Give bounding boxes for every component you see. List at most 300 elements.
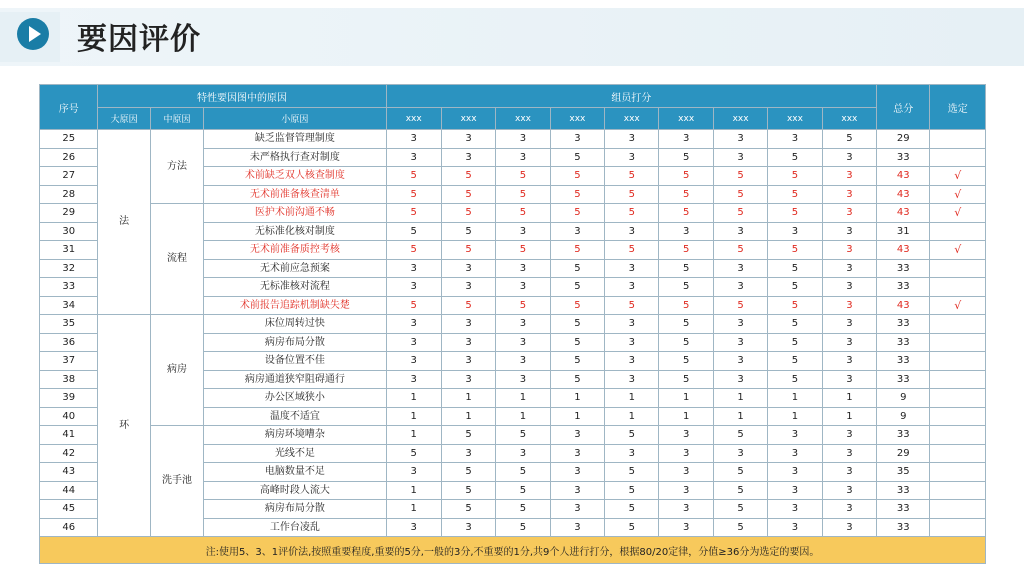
score-cell: 3 xyxy=(822,204,876,223)
small-cause-cell: 无标准核对流程 xyxy=(204,278,386,297)
header-scores: 组员打分 xyxy=(386,85,877,108)
score-cell: 3 xyxy=(822,167,876,186)
header-seq: 序号 xyxy=(40,85,98,130)
score-cell: 3 xyxy=(441,315,495,334)
total-cell: 43 xyxy=(877,204,930,223)
score-cell: 5 xyxy=(496,463,550,482)
score-cell: 3 xyxy=(713,333,767,352)
score-cell: 1 xyxy=(386,407,441,426)
score-cell: 3 xyxy=(496,130,550,149)
selected-mark: √ xyxy=(930,241,986,260)
score-cell: 3 xyxy=(386,259,441,278)
row-number: 34 xyxy=(40,296,98,315)
score-cell: 5 xyxy=(659,204,713,223)
score-cell: 5 xyxy=(605,463,659,482)
score-cell: 3 xyxy=(550,444,604,463)
score-cell: 3 xyxy=(441,148,495,167)
score-cell: 1 xyxy=(386,500,441,519)
mid-cause-cell: 流程 xyxy=(150,204,203,315)
score-cell: 5 xyxy=(550,333,604,352)
score-cell: 5 xyxy=(713,167,767,186)
score-cell: 5 xyxy=(441,500,495,519)
score-cell: 3 xyxy=(768,463,822,482)
score-cell: 3 xyxy=(822,148,876,167)
selected-mark xyxy=(930,148,986,167)
score-cell: 3 xyxy=(605,370,659,389)
selected-mark xyxy=(930,444,986,463)
selected-mark xyxy=(930,333,986,352)
selected-mark xyxy=(930,259,986,278)
row-number: 40 xyxy=(40,407,98,426)
score-cell: 5 xyxy=(822,130,876,149)
small-cause-cell: 光线不足 xyxy=(204,444,386,463)
selected-mark xyxy=(930,389,986,408)
table-row xyxy=(40,130,986,149)
small-cause-cell: 电脑数量不足 xyxy=(204,463,386,482)
score-cell: 3 xyxy=(550,500,604,519)
score-cell: 5 xyxy=(605,481,659,500)
row-number: 39 xyxy=(40,389,98,408)
score-cell: 5 xyxy=(768,296,822,315)
small-cause-cell: 温度不适宜 xyxy=(204,407,386,426)
score-cell: 5 xyxy=(550,370,604,389)
score-cell: 5 xyxy=(441,167,495,186)
score-cell: 3 xyxy=(822,278,876,297)
score-cell: 5 xyxy=(386,167,441,186)
mid-cause-cell: 洗手池 xyxy=(150,426,203,537)
row-number: 33 xyxy=(40,278,98,297)
header-total: 总分 xyxy=(877,85,930,130)
score-cell: 3 xyxy=(768,444,822,463)
score-cell: 3 xyxy=(713,259,767,278)
selected-mark: √ xyxy=(930,167,986,186)
score-cell: 5 xyxy=(713,426,767,445)
total-cell: 43 xyxy=(877,185,930,204)
score-cell: 5 xyxy=(659,241,713,260)
score-cell: 5 xyxy=(713,296,767,315)
score-cell: 5 xyxy=(768,315,822,334)
score-cell: 5 xyxy=(550,185,604,204)
score-cell: 3 xyxy=(605,278,659,297)
score-cell: 5 xyxy=(713,518,767,537)
score-cell: 3 xyxy=(605,333,659,352)
selected-mark xyxy=(930,222,986,241)
score-cell: 3 xyxy=(550,518,604,537)
score-cell: 5 xyxy=(768,167,822,186)
score-cell: 5 xyxy=(605,426,659,445)
score-cell: 3 xyxy=(822,463,876,482)
total-cell: 29 xyxy=(877,444,930,463)
score-cell: 3 xyxy=(386,333,441,352)
score-cell: 3 xyxy=(659,463,713,482)
score-cell: 3 xyxy=(605,148,659,167)
score-cell: 3 xyxy=(386,315,441,334)
score-cell: 5 xyxy=(441,241,495,260)
header-big-cause: 大原因 xyxy=(98,108,150,130)
score-cell: 5 xyxy=(386,296,441,315)
score-cell: 1 xyxy=(386,426,441,445)
small-cause-cell: 病房布局分散 xyxy=(204,333,386,352)
score-cell: 5 xyxy=(605,167,659,186)
score-cell: 5 xyxy=(768,259,822,278)
score-cell: 3 xyxy=(822,296,876,315)
score-cell: 5 xyxy=(496,241,550,260)
score-cell: 3 xyxy=(496,444,550,463)
score-cell: 5 xyxy=(550,259,604,278)
small-cause-cell: 无术前准备核查清单 xyxy=(204,185,386,204)
total-cell: 43 xyxy=(877,241,930,260)
header-rater: xxx xyxy=(605,108,659,130)
score-cell: 5 xyxy=(659,333,713,352)
big-cause-cell: 法 xyxy=(98,130,150,315)
score-cell: 1 xyxy=(822,407,876,426)
row-number: 35 xyxy=(40,315,98,334)
score-cell: 1 xyxy=(713,407,767,426)
total-cell: 35 xyxy=(877,463,930,482)
score-cell: 5 xyxy=(496,167,550,186)
score-cell: 1 xyxy=(713,389,767,408)
score-cell: 3 xyxy=(659,481,713,500)
score-cell: 1 xyxy=(768,389,822,408)
score-cell: 3 xyxy=(822,370,876,389)
score-cell: 5 xyxy=(441,204,495,223)
score-cell: 5 xyxy=(550,278,604,297)
score-cell: 3 xyxy=(605,130,659,149)
score-cell: 5 xyxy=(713,500,767,519)
score-cell: 3 xyxy=(659,130,713,149)
score-cell: 3 xyxy=(713,130,767,149)
score-cell: 5 xyxy=(550,204,604,223)
score-cell: 3 xyxy=(386,130,441,149)
row-number: 27 xyxy=(40,167,98,186)
score-cell: 3 xyxy=(496,259,550,278)
score-cell: 3 xyxy=(441,518,495,537)
row-number: 29 xyxy=(40,204,98,223)
score-cell: 5 xyxy=(605,296,659,315)
score-cell: 3 xyxy=(659,500,713,519)
row-number: 44 xyxy=(40,481,98,500)
row-number: 25 xyxy=(40,130,98,149)
play-icon xyxy=(17,18,49,50)
score-cell: 5 xyxy=(496,296,550,315)
score-cell: 5 xyxy=(496,185,550,204)
small-cause-cell: 床位周转过快 xyxy=(204,315,386,334)
selected-mark xyxy=(930,518,986,537)
score-cell: 3 xyxy=(822,259,876,278)
score-cell: 5 xyxy=(496,426,550,445)
score-cell: 3 xyxy=(386,518,441,537)
big-cause-cell: 环 xyxy=(98,315,150,537)
small-cause-cell: 办公区域狭小 xyxy=(204,389,386,408)
selected-mark xyxy=(930,407,986,426)
score-cell: 3 xyxy=(496,315,550,334)
score-cell: 3 xyxy=(496,278,550,297)
score-cell: 3 xyxy=(768,222,822,241)
score-cell: 3 xyxy=(659,222,713,241)
score-cell: 5 xyxy=(713,481,767,500)
score-cell: 5 xyxy=(550,352,604,371)
total-cell: 33 xyxy=(877,426,930,445)
table-row xyxy=(40,315,986,334)
score-cell: 3 xyxy=(659,444,713,463)
score-cell: 1 xyxy=(386,389,441,408)
score-cell: 3 xyxy=(713,444,767,463)
score-cell: 3 xyxy=(768,130,822,149)
score-cell: 3 xyxy=(768,518,822,537)
header-mid-cause: 中原因 xyxy=(150,108,203,130)
score-cell: 1 xyxy=(550,389,604,408)
score-cell: 3 xyxy=(822,352,876,371)
evaluation-table xyxy=(39,84,986,564)
total-cell: 33 xyxy=(877,352,930,371)
score-cell: 5 xyxy=(659,352,713,371)
total-cell: 33 xyxy=(877,333,930,352)
score-cell: 1 xyxy=(605,407,659,426)
row-number: 41 xyxy=(40,426,98,445)
row-number: 32 xyxy=(40,259,98,278)
table-row xyxy=(40,204,986,223)
header-cause-group: 特性要因图中的原因 xyxy=(98,85,386,108)
selected-mark xyxy=(930,370,986,389)
score-cell: 3 xyxy=(496,352,550,371)
row-number: 30 xyxy=(40,222,98,241)
score-cell: 5 xyxy=(659,278,713,297)
score-cell: 5 xyxy=(605,204,659,223)
score-cell: 3 xyxy=(441,370,495,389)
selected-mark xyxy=(930,463,986,482)
header-rater: xxx xyxy=(441,108,495,130)
score-cell: 3 xyxy=(822,222,876,241)
score-cell: 5 xyxy=(441,222,495,241)
score-cell: 5 xyxy=(550,315,604,334)
header-selected: 选定 xyxy=(930,85,986,130)
score-cell: 3 xyxy=(713,278,767,297)
score-cell: 5 xyxy=(441,481,495,500)
score-cell: 3 xyxy=(605,259,659,278)
row-number: 36 xyxy=(40,333,98,352)
score-cell: 3 xyxy=(713,222,767,241)
score-cell: 5 xyxy=(713,463,767,482)
score-cell: 3 xyxy=(768,500,822,519)
score-cell: 3 xyxy=(713,352,767,371)
score-cell: 3 xyxy=(822,444,876,463)
score-cell: 1 xyxy=(659,407,713,426)
score-cell: 5 xyxy=(605,241,659,260)
score-cell: 5 xyxy=(768,370,822,389)
score-cell: 3 xyxy=(550,222,604,241)
score-cell: 1 xyxy=(550,407,604,426)
selected-mark xyxy=(930,278,986,297)
score-cell: 5 xyxy=(550,296,604,315)
score-cell: 3 xyxy=(496,222,550,241)
score-cell: 5 xyxy=(550,167,604,186)
total-cell: 29 xyxy=(877,130,930,149)
total-cell: 33 xyxy=(877,518,930,537)
score-cell: 5 xyxy=(496,500,550,519)
score-cell: 3 xyxy=(550,463,604,482)
score-cell: 1 xyxy=(386,481,441,500)
total-cell: 33 xyxy=(877,370,930,389)
score-cell: 3 xyxy=(768,426,822,445)
score-cell: 5 xyxy=(496,204,550,223)
score-cell: 5 xyxy=(659,167,713,186)
selected-mark: √ xyxy=(930,185,986,204)
small-cause-cell: 无标准化核对制度 xyxy=(204,222,386,241)
small-cause-cell: 病房通道狭窄阻碍通行 xyxy=(204,370,386,389)
score-cell: 1 xyxy=(768,407,822,426)
score-cell: 5 xyxy=(386,222,441,241)
total-cell: 9 xyxy=(877,389,930,408)
score-cell: 3 xyxy=(496,370,550,389)
score-cell: 5 xyxy=(441,426,495,445)
score-cell: 3 xyxy=(605,315,659,334)
score-cell: 5 xyxy=(441,463,495,482)
score-cell: 3 xyxy=(386,148,441,167)
score-cell: 5 xyxy=(441,296,495,315)
score-cell: 3 xyxy=(550,426,604,445)
score-cell: 3 xyxy=(768,481,822,500)
small-cause-cell: 工作台凌乱 xyxy=(204,518,386,537)
header-rater: xxx xyxy=(822,108,876,130)
small-cause-cell: 未严格执行查对制度 xyxy=(204,148,386,167)
total-cell: 33 xyxy=(877,148,930,167)
score-cell: 3 xyxy=(822,185,876,204)
total-cell: 9 xyxy=(877,407,930,426)
score-cell: 5 xyxy=(659,315,713,334)
score-cell: 1 xyxy=(496,407,550,426)
header-rater: xxx xyxy=(550,108,604,130)
small-cause-cell: 病房环境嘈杂 xyxy=(204,426,386,445)
score-cell: 1 xyxy=(822,389,876,408)
score-cell: 5 xyxy=(713,185,767,204)
small-cause-cell: 无术前准备质控考核 xyxy=(204,241,386,260)
score-cell: 1 xyxy=(659,389,713,408)
score-cell: 3 xyxy=(550,130,604,149)
selected-mark xyxy=(930,500,986,519)
score-cell: 3 xyxy=(386,352,441,371)
score-cell: 5 xyxy=(659,148,713,167)
score-cell: 5 xyxy=(386,241,441,260)
row-number: 46 xyxy=(40,518,98,537)
score-cell: 3 xyxy=(441,259,495,278)
score-cell: 5 xyxy=(713,204,767,223)
score-cell: 5 xyxy=(386,185,441,204)
header-rater: xxx xyxy=(713,108,767,130)
selected-mark xyxy=(930,481,986,500)
score-cell: 1 xyxy=(441,389,495,408)
total-cell: 33 xyxy=(877,481,930,500)
score-cell: 5 xyxy=(659,296,713,315)
selected-mark xyxy=(930,352,986,371)
score-cell: 3 xyxy=(441,130,495,149)
score-cell: 3 xyxy=(605,444,659,463)
table-row xyxy=(40,426,986,445)
score-cell: 5 xyxy=(550,241,604,260)
score-cell: 3 xyxy=(605,222,659,241)
header-rater: xxx xyxy=(496,108,550,130)
score-cell: 3 xyxy=(605,352,659,371)
score-cell: 3 xyxy=(822,500,876,519)
score-cell: 3 xyxy=(713,315,767,334)
score-cell: 3 xyxy=(713,370,767,389)
score-cell: 5 xyxy=(496,518,550,537)
score-cell: 1 xyxy=(441,407,495,426)
score-cell: 3 xyxy=(822,426,876,445)
page-title: 要因评价 xyxy=(77,22,201,57)
score-cell: 5 xyxy=(768,278,822,297)
score-cell: 3 xyxy=(441,333,495,352)
score-cell: 3 xyxy=(496,148,550,167)
total-cell: 33 xyxy=(877,278,930,297)
header-rater: xxx xyxy=(768,108,822,130)
score-cell: 3 xyxy=(386,370,441,389)
score-cell: 5 xyxy=(713,241,767,260)
total-cell: 43 xyxy=(877,167,930,186)
small-cause-cell: 缺乏监督管理制度 xyxy=(204,130,386,149)
row-number: 38 xyxy=(40,370,98,389)
score-cell: 3 xyxy=(441,278,495,297)
score-cell: 5 xyxy=(768,148,822,167)
small-cause-cell: 无术前应急预案 xyxy=(204,259,386,278)
score-cell: 5 xyxy=(550,148,604,167)
small-cause-cell: 高峰时段人流大 xyxy=(204,481,386,500)
row-number: 28 xyxy=(40,185,98,204)
score-cell: 3 xyxy=(822,333,876,352)
row-number: 26 xyxy=(40,148,98,167)
score-cell: 5 xyxy=(659,370,713,389)
score-cell: 5 xyxy=(441,185,495,204)
score-cell: 1 xyxy=(496,389,550,408)
score-cell: 5 xyxy=(659,185,713,204)
score-cell: 5 xyxy=(768,352,822,371)
score-cell: 3 xyxy=(441,352,495,371)
header-rater: xxx xyxy=(386,108,441,130)
row-number: 31 xyxy=(40,241,98,260)
selected-mark: √ xyxy=(930,204,986,223)
total-cell: 33 xyxy=(877,500,930,519)
total-cell: 33 xyxy=(877,259,930,278)
score-cell: 3 xyxy=(822,518,876,537)
row-number: 42 xyxy=(40,444,98,463)
row-number: 37 xyxy=(40,352,98,371)
score-cell: 3 xyxy=(441,444,495,463)
table-note: 注:使用5、3、1评价法,按照重要程度,重要的5分,一般的3分,不重要的1分,共9个人进行打分，根据80/20定律，分值≥36分为选定的要因。 xyxy=(40,537,986,564)
score-cell: 3 xyxy=(386,278,441,297)
row-number: 45 xyxy=(40,500,98,519)
score-cell: 3 xyxy=(822,315,876,334)
table-body xyxy=(40,130,986,537)
score-cell: 5 xyxy=(768,241,822,260)
selected-mark xyxy=(930,426,986,445)
score-cell: 3 xyxy=(822,481,876,500)
score-cell: 5 xyxy=(659,259,713,278)
row-number: 43 xyxy=(40,463,98,482)
selected-mark xyxy=(930,130,986,149)
score-cell: 5 xyxy=(496,481,550,500)
score-cell: 3 xyxy=(659,518,713,537)
score-cell: 3 xyxy=(496,333,550,352)
mid-cause-cell: 病房 xyxy=(150,315,203,426)
score-cell: 3 xyxy=(659,426,713,445)
small-cause-cell: 术前报告追踪机制缺失楚 xyxy=(204,296,386,315)
score-cell: 3 xyxy=(822,241,876,260)
score-cell: 5 xyxy=(605,185,659,204)
evaluation-table-container xyxy=(39,84,986,564)
header-small-cause: 小原因 xyxy=(204,108,386,130)
score-cell: 5 xyxy=(605,500,659,519)
score-cell: 5 xyxy=(768,333,822,352)
score-cell: 5 xyxy=(605,518,659,537)
